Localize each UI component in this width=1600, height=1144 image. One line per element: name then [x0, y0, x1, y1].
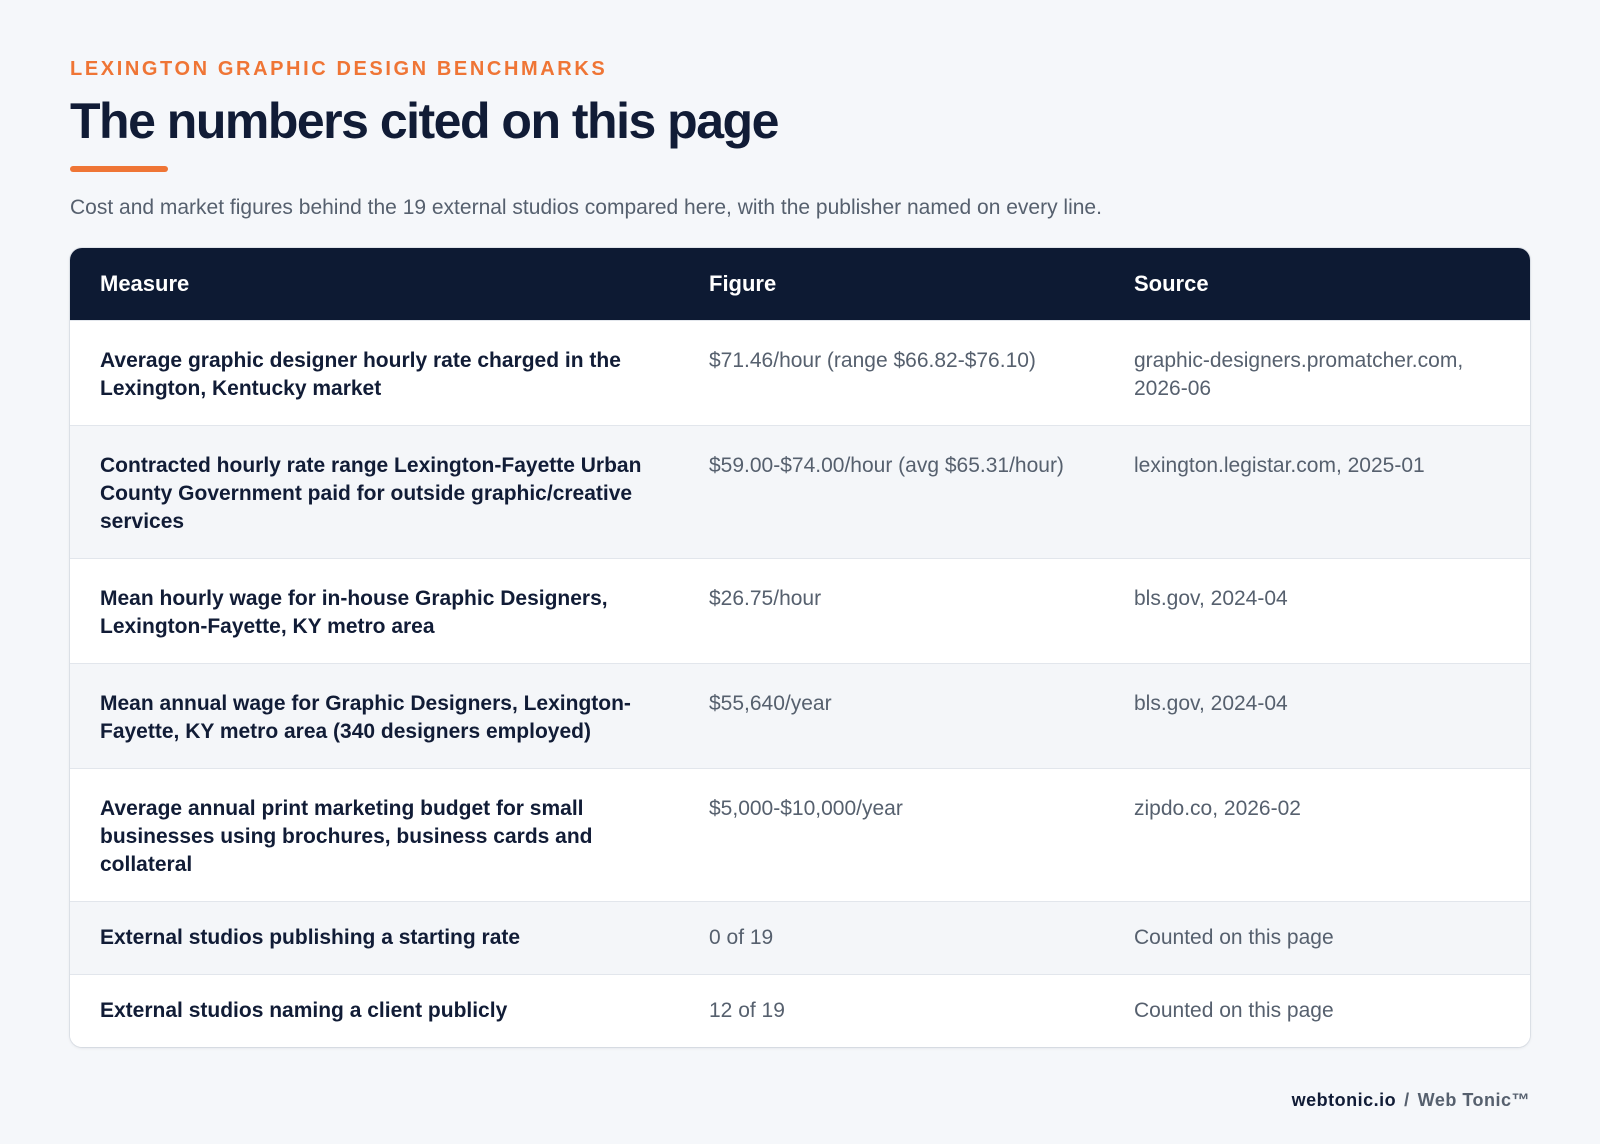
table-header-row: [70, 248, 1530, 320]
source-cell: zipdo.co, 2026-02: [1134, 796, 1301, 820]
source-cell: bls.gov, 2024-04: [1134, 586, 1288, 610]
measure-cell: Contracted hourly rate range Lexington-Fayette Urban County Government paid for outside graphic/creative services: [100, 453, 642, 533]
table-row: [70, 768, 1530, 901]
figure-cell: 12 of 19: [709, 998, 785, 1022]
table-row: [70, 558, 1530, 663]
table-row: [70, 663, 1530, 768]
source-cell: graphic-designers.promatcher.com, 2026-06: [1134, 348, 1464, 400]
source-cell: Counted on this page: [1134, 998, 1334, 1022]
figure-cell: $26.75/hour: [709, 586, 822, 610]
source-cell: lexington.legistar.com, 2025-01: [1134, 453, 1425, 477]
column-header-figure: Figure: [709, 270, 777, 296]
column-header-source: Source: [1134, 270, 1209, 296]
measure-cell: Average annual print marketing budget for small businesses using brochures, business cards and collateral: [100, 796, 593, 876]
footer-separator: /: [1404, 1090, 1410, 1110]
measure-cell: External studios naming a client publicly: [100, 998, 508, 1022]
figure-cell: 0 of 19: [709, 925, 774, 949]
source-cell: bls.gov, 2024-04: [1134, 691, 1288, 715]
source-cell: Counted on this page: [1134, 925, 1334, 949]
measure-cell: Average graphic designer hourly rate charged in the Lexington, Kentucky market: [100, 348, 621, 400]
figure-cell: $71.46/hour (range $66.82-$76.10): [709, 348, 1036, 372]
table-row: [70, 974, 1530, 1047]
measure-cell: Mean annual wage for Graphic Designers, Lexington-Fayette, KY metro area (340 designers employed): [100, 691, 631, 743]
table-row: [70, 425, 1530, 558]
footer-brand: Web Tonic™: [1417, 1090, 1530, 1110]
title-underline-accent: [70, 166, 168, 172]
footer-site: webtonic.io: [1291, 1090, 1397, 1110]
column-header-measure: Measure: [100, 270, 190, 296]
benchmarks-table: [70, 248, 1530, 1047]
page-title: The numbers cited on this page: [70, 93, 778, 149]
footer-credit: [1292, 1090, 1530, 1111]
table-header: [70, 248, 1530, 320]
measure-cell: External studios publishing a starting rate: [100, 925, 521, 949]
table-row: [70, 901, 1530, 974]
table-body: [70, 320, 1530, 1047]
figure-cell: $55,640/year: [709, 691, 832, 715]
table-row: [70, 320, 1530, 425]
benchmarks-table-card: [70, 248, 1530, 1047]
page-subtitle: Cost and market figures behind the 19 external studios compared here, with the publisher named on every line.: [70, 196, 1102, 219]
figure-cell: $5,000-$10,000/year: [709, 796, 903, 820]
measure-cell: Mean hourly wage for in-house Graphic Designers, Lexington-Fayette, KY metro area: [100, 586, 608, 638]
eyebrow-label: LEXINGTON GRAPHIC DESIGN BENCHMARKS: [70, 58, 608, 80]
figure-cell: $59.00-$74.00/hour (avg $65.31/hour): [709, 453, 1064, 477]
